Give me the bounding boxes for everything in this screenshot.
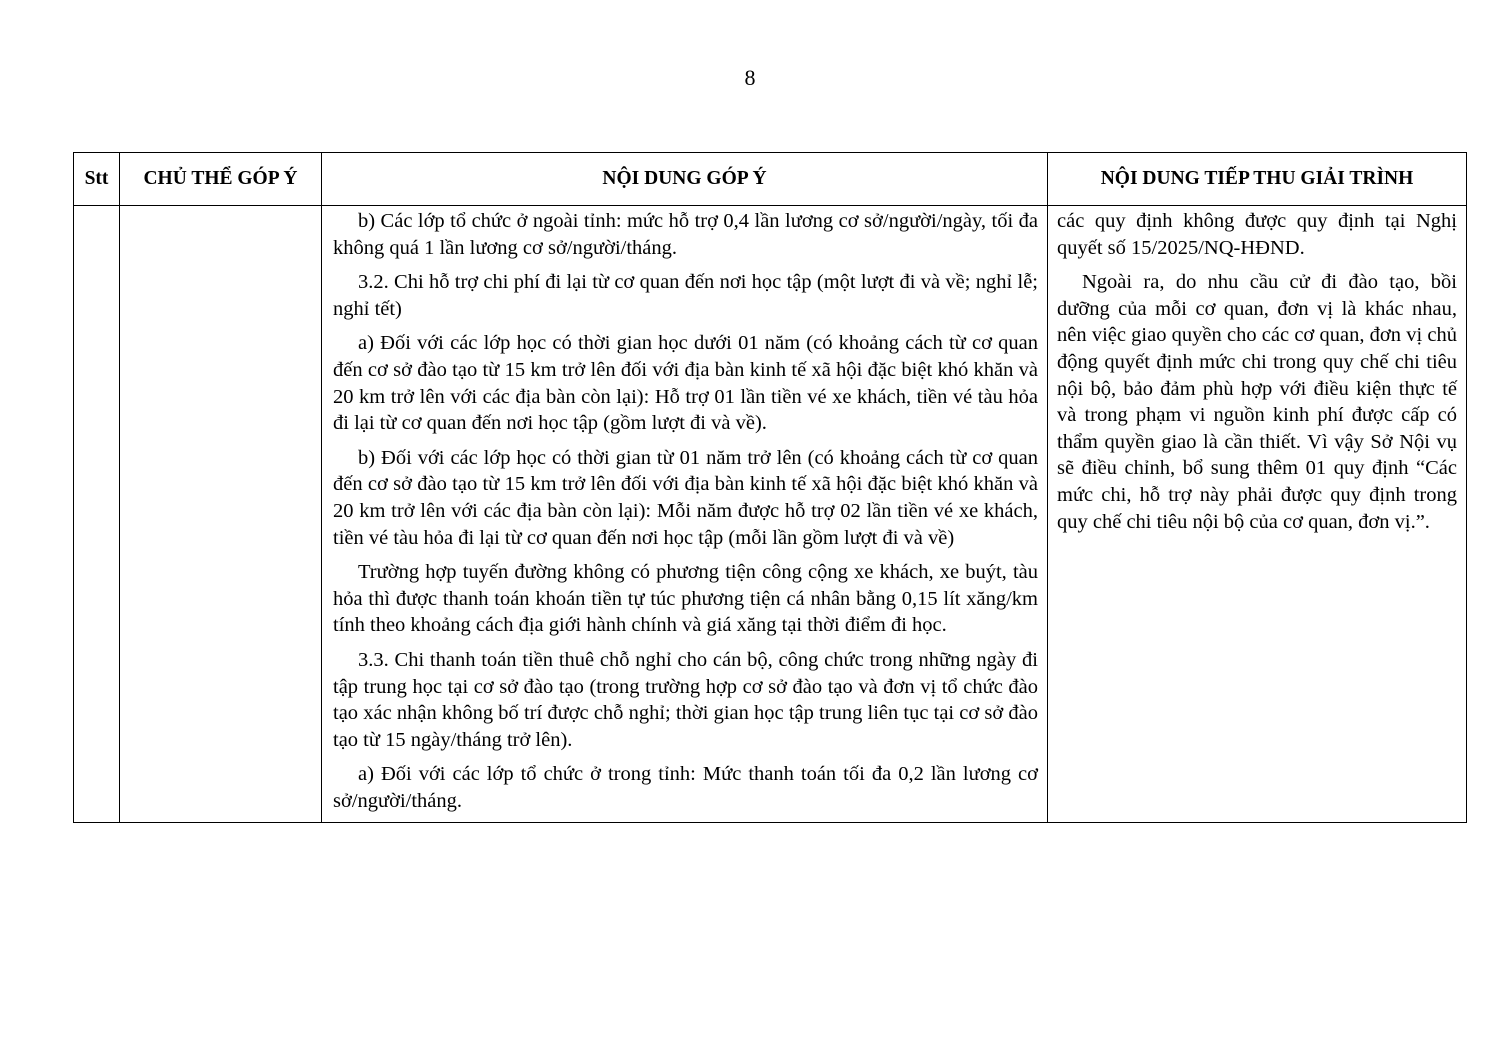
content-paragraph: a) Đối với các lớp tổ chức ở trong tỉnh: Mức thanh toán tối đa 0,2 lần lương cơ sở/người/tháng. [333, 763, 1038, 812]
cell-content [322, 206, 1048, 823]
reply-paragraph: các quy định không được quy định tại Nghị quyết số 15/2025/NQ-HĐND. [1057, 210, 1457, 259]
cell-subject [120, 206, 322, 823]
table-row [74, 206, 1467, 823]
header-subject: CHỦ THỂ GÓP Ý [120, 153, 322, 206]
header-content: NỘI DUNG GÓP Ý [322, 153, 1048, 206]
content-paragraph: 3.2. Chi hỗ trợ chi phí đi lại từ cơ quan đến nơi học tập (một lượt đi và về; nghỉ lễ; nghỉ tết) [333, 271, 1038, 320]
content-paragraph: 3.3. Chi thanh toán tiền thuê chỗ nghỉ cho cán bộ, công chức trong những ngày đi tập trung học tại cơ sở đào tạo (trong trường hợp cơ sở đào tạo và đơn vị tổ chức đào tạo xác nhận không bố trí được chỗ nghỉ; thời gian học tập trung liên tục tại cơ sở đào tạo từ 15 ngày/tháng trở lên). [333, 648, 1038, 751]
header-reply: NỘI DUNG TIẾP THU GIẢI TRÌNH [1048, 153, 1467, 206]
cell-reply [1048, 206, 1467, 823]
content-paragraph: b) Đối với các lớp học có thời gian từ 01 năm trở lên (có khoảng cách từ cơ quan đến cơ sở đào tạo từ 15 km trở lên đối với địa bàn kinh tế xã hội đặc biệt khó khăn và 20 km trở lên với các địa bàn còn lại): Mỗi năm được hỗ trợ 02 lần tiền vé xe khách, tiền vé tàu hỏa đi lại từ cơ quan đến nơi học tập (mỗi lần gồm lượt đi và về) [333, 446, 1038, 549]
content-paragraph: a) Đối với các lớp học có thời gian học dưới 01 năm (có khoảng cách từ cơ quan đến cơ sở đào tạo từ 15 km trở lên đối với địa bàn kinh tế xã hội đặc biệt khó khăn và 20 km trở lên với các địa bàn còn lại): Hỗ trợ 01 lần tiền vé xe khách, tiền vé tàu hỏa đi lại từ cơ quan đến nơi học tập (gồm lượt đi và về). [333, 332, 1038, 435]
header-stt: Stt [74, 153, 120, 206]
content-paragraph: b) Các lớp tổ chức ở ngoài tỉnh: mức hỗ trợ 0,4 lần lương cơ sở/người/ngày, tối đa không quá 1 lần lương cơ sở/người/tháng. [333, 210, 1038, 259]
cell-stt [74, 206, 120, 823]
page-number: 8 [744, 65, 756, 90]
table-header-row [74, 153, 1467, 206]
reply-paragraph: Ngoài ra, do nhu cầu cử đi đào tạo, bồi dưỡng của mỗi cơ quan, đơn vị là khác nhau, nên việc giao quyền cho các cơ quan, đơn vị chủ động quyết định mức chi trong quy chế chi tiêu nội bộ, bảo đảm phù hợp với điều kiện thực tế và trong phạm vi nguồn kinh phí được cấp có thẩm quyền giao là cần thiết. Vì vậy Sở Nội vụ sẽ điều chỉnh, bổ sung thêm 01 quy định “Các mức chi, hỗ trợ này phải được quy định trong quy chế chi tiêu nội bộ của cơ quan, đơn vị.”. [1057, 271, 1457, 533]
content-paragraph: Trường hợp tuyến đường không có phương tiện công cộng xe khách, xe buýt, tàu hỏa thì được thanh toán khoán tiền tự túc phương tiện cá nhân bằng 0,15 lít xăng/km tính theo khoảng cách địa giới hành chính và giá xăng tại thời điểm đi học. [333, 561, 1038, 637]
feedback-table [73, 152, 1467, 823]
